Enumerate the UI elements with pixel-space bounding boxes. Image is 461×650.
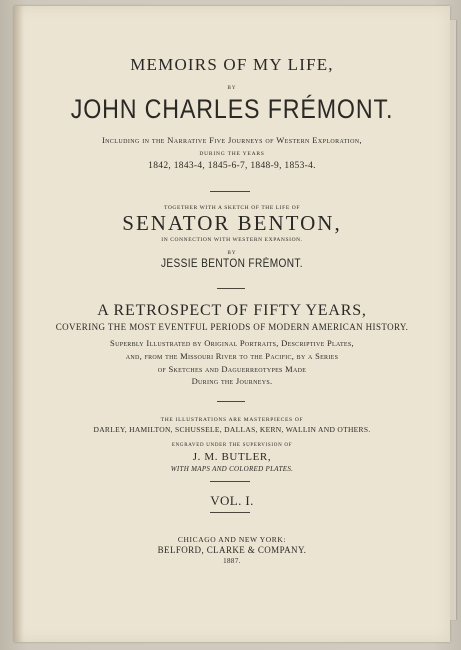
divider-rule-1 xyxy=(210,191,250,192)
together-with: TOGETHER WITH A SKETCH OF THE LIFE OF xyxy=(163,205,301,211)
divider-rule-5 xyxy=(210,512,250,513)
covering-line: COVERING THE MOST EVENTFUL PERIODS OF MODERN AMERICAN HISTORY. xyxy=(55,322,409,332)
engraved-label: ENGRAVED UNDER THE SUPERVISION OF xyxy=(171,443,293,448)
publisher-name: BELFORD, CLARKE & COMPANY. xyxy=(157,545,307,555)
artists-list: DARLEY, HAMILTON, SCHUSSELE, DALLAS, KERN, WALLIN AND OTHERS. xyxy=(93,425,371,434)
divider-rule-3 xyxy=(217,401,245,402)
description-line-1: Superbly Illustrated by Original Portraits, Descriptive Plates, xyxy=(110,338,354,348)
expedition-years: 1842, 1843-4, 1845-6-7, 1848-9, 1853-4. xyxy=(148,161,316,171)
author-name: JOHN CHARLES FRÉMONT. xyxy=(70,94,394,124)
publisher-city: CHICAGO AND NEW YORK: xyxy=(177,535,287,544)
retrospect-heading: A RETROSPECT OF FIFTY YEARS, xyxy=(97,302,367,319)
connection-line: IN CONNECTION WITH WESTERN EXPANSION. xyxy=(161,237,303,243)
divider-rule-2 xyxy=(217,288,245,289)
illustrations-label: THE ILLUSTRATIONS ARE MASTERPIECES OF xyxy=(160,417,304,423)
subtitle-line-2: DURING THE YEARS xyxy=(199,151,265,157)
co-author-name: JESSIE BENTON FRÉMONT. xyxy=(161,258,303,270)
engraver-name: J. M. BUTLER, xyxy=(192,451,272,463)
plates-note: WITH MAPS AND COLORED PLATES. xyxy=(170,465,294,473)
book-title: MEMOIRS OF MY LIFE, xyxy=(130,55,334,74)
title-page xyxy=(14,6,450,642)
subtitle-line-1: Including in the Narrative Five Journeys of Western Exploration, xyxy=(101,135,363,145)
page-edge xyxy=(450,20,456,620)
volume-number: VOL. I. xyxy=(210,493,254,508)
by-label: BY xyxy=(227,86,237,91)
description-line-3: of Sketches and Daguerreotypes Made xyxy=(157,364,307,374)
by-label-2: BY xyxy=(227,251,237,256)
description-line-2: and, from the Missouri River to the Pacific, by a Series xyxy=(125,351,339,361)
description-line-4: During the Journeys. xyxy=(191,376,273,386)
publication-year: 1887. xyxy=(223,557,241,565)
senator-benton: SENATOR BENTON, xyxy=(122,211,342,235)
divider-rule-4 xyxy=(210,481,250,482)
